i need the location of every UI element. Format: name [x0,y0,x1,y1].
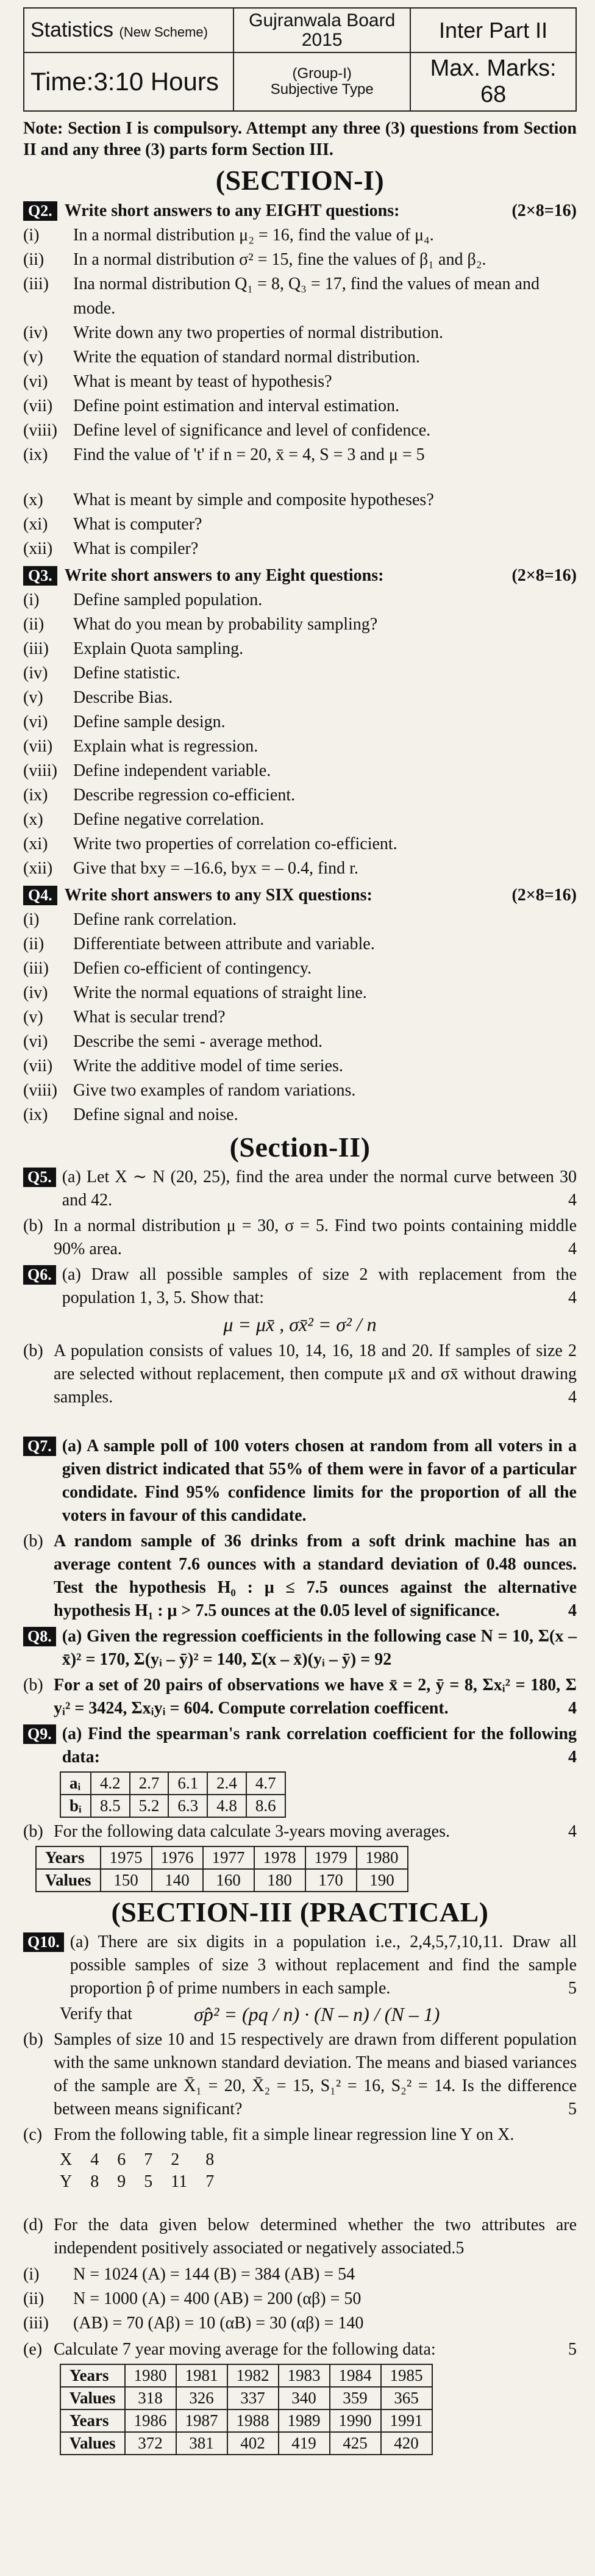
q2-item-text: Define level of significance and level of confidence. [73,421,431,440]
y-cell: 8 [90,2172,99,2191]
y-row [60,2171,232,2193]
ma-years-row [36,1846,408,1869]
q10-b [23,2028,577,2121]
q3-item-number: (i) [23,590,40,609]
x-cell: 8 [205,2150,215,2169]
ma7-value-cell: 318 [125,2387,176,2409]
q2-item [23,345,577,370]
q10-d-item [23,2311,577,2336]
q6-a [23,1263,577,1310]
time-cell: Time:3:10 Hours [24,52,233,111]
q5-b-label: (b) [23,1216,43,1235]
ma-value-cell: 140 [152,1869,203,1892]
q2-item-number: (vi) [23,372,48,391]
q10-e-text: Calculate 7 year moving average for the following data: [54,2340,436,2359]
x-label: X [60,2150,73,2169]
q3-item [23,588,577,612]
q2-item-text: Write the equation of standard normal distribution. [73,348,420,367]
q4-item-number: (viii) [23,1081,57,1100]
q2-title: Write short answers to any EIGHT questions: [64,201,400,220]
q3-item-number: (vi) [23,712,48,731]
q3-item-number: (ix) [23,786,48,805]
q10-d-text: For the data given below determined whether the two attributes are independent positively associated or negatively associated. [54,2215,577,2258]
q3-item [23,710,577,734]
q10-b-text: Samples of size 10 and 15 respectively are drawn from different population with the same unknown standard deviation. The means and biased variances of the sample are X̄₁ = 20, X̄₂ = 15, S₁² = 16, S₂² = 14. Is the difference between means significant? [54,2030,577,2119]
rank-row [60,1795,285,1817]
q2-list [23,223,577,561]
q10-c [23,2123,577,2147]
q3-item-number: (iv) [23,664,48,683]
q3-item-text: What do you mean by probability sampling? [73,615,378,634]
x-cell: 7 [144,2150,153,2169]
ma7-value-cell: 365 [381,2387,432,2409]
q4-item-text: Defien co-efficient of contingency. [73,959,312,978]
q2-item-number: (xii) [23,539,53,558]
q5-a [23,1166,577,1212]
q2-item [23,223,577,248]
q5-b [23,1214,577,1261]
q3-item [23,612,577,637]
q4-item-text: Write the additive model of time series. [73,1057,343,1075]
q3-item-number: (viii) [23,761,57,780]
ma-values-label: Values [36,1869,101,1892]
q4-item [23,956,577,981]
q10-a-marks: 5 [568,1979,577,1998]
q2-item [23,418,577,443]
q2-item-text: Define point estimation and interval estimation. [73,396,399,415]
q10-d-item-number: (iii) [23,2314,49,2333]
q6-a-marks: 4 [568,1288,577,1307]
q4-item-number: (iii) [23,959,49,978]
paper-type-cell [233,52,410,111]
q10-verify [23,2003,577,2026]
q4-item [23,908,577,932]
q2-item [23,512,577,537]
q10-a [23,1931,577,2000]
q4-number: Q4. [23,886,57,905]
y-cell: 9 [117,2172,126,2191]
paper-type: Subjective Type [270,81,374,98]
ma-year-cell: 1976 [152,1846,203,1869]
q2-heading [23,201,577,221]
q2-item [23,443,577,467]
q9-b [23,1820,577,1843]
q3-item-number: (x) [23,810,43,829]
rank-cell: 2.4 [207,1772,246,1795]
scheme: (New Scheme) [119,24,208,40]
q6-b [23,1340,577,1409]
moving-average-table [35,1846,408,1892]
ma7-values-row [60,2432,432,2455]
section-1-title: (SECTION-I) [215,165,385,196]
q4-item-number: (vi) [23,1032,48,1051]
rank-cell: 4.7 [246,1772,285,1795]
ma7-year-cell: 1986 [125,2409,176,2432]
ma7-value-cell: 402 [227,2432,279,2455]
q4-item-number: (ix) [23,1105,48,1124]
q3-item-text: Write two properties of correlation co-efficient. [73,834,397,853]
q3-title: Write short answers to any Eight questions: [64,566,384,585]
q3-item-text: Describe regression co-efficient. [73,786,296,805]
q3-list [23,588,577,881]
q2-item-text: What is meant by simple and composite hypotheses? [73,490,434,509]
q2-item-number: (xi) [23,515,48,534]
ma7-year-cell: 1981 [176,2364,227,2387]
ma7-value-cell: 420 [381,2432,432,2455]
q2-item [23,488,577,512]
q3-item [23,661,577,686]
rank-cell: 8.5 [91,1795,130,1817]
q2-gap [23,467,577,488]
q3-item [23,734,577,759]
q3-item-text: Define sampled population. [73,590,263,609]
subject-cell [24,8,233,52]
q8-a [23,1625,577,1671]
q4-marks: (2×8=16) [511,886,577,905]
ma-year-cell: 1975 [101,1846,152,1869]
marks-cell: Max. Marks: 68 [410,52,576,111]
q10-d-label: (d) [23,2215,43,2234]
q4-item-number: (iv) [23,983,48,1002]
q2-item-number: (iii) [23,274,49,293]
q3-item [23,686,577,710]
ma7-value-cell: 425 [330,2432,381,2455]
paper-header [23,7,577,112]
ma7-year-cell: 1980 [125,2364,176,2387]
q5-b-marks: 4 [568,1240,577,1258]
q3-item [23,783,577,808]
ma-values-row [36,1869,408,1892]
q9-number: Q9. [23,1724,56,1744]
q10-d-item [23,2287,577,2311]
ma-year-cell: 1980 [357,1846,408,1869]
q3-item-text: Explain what is regression. [73,737,258,756]
x-cell: 4 [90,2150,99,2169]
q2-item [23,248,577,272]
q4-item-text: What is secular trend? [73,1008,226,1027]
rank-cell: 2.7 [130,1772,169,1795]
ma7-year-cell: 1987 [176,2409,227,2432]
q3-item-text: Give that bxy = –16.6, byx = – 0.4, find r. [73,859,358,878]
ma-value-cell: 190 [357,1869,408,1892]
ma7-years-label: Years [60,2409,125,2432]
regression-xy-table [60,2149,232,2193]
q7-number: Q7. [23,1437,56,1456]
q3-item-text: Define sample design. [73,712,226,731]
ma7-year-cell: 1984 [330,2364,381,2387]
paper-group: (Group-I) [292,65,352,82]
q4-item-text: Give two examples of random variations. [73,1081,356,1100]
section-3-title: (SECTION-III (PRACTICAL) [111,1896,489,1928]
rank-cell: 4.8 [207,1795,246,1817]
q4-item-text: Define rank correlation. [73,910,237,929]
q2-item [23,321,577,345]
ma7-value-cell: 372 [125,2432,176,2455]
q2-item-number: (x) [23,490,43,509]
q4-heading [23,886,577,905]
q6-b-marks: 4 [568,1388,577,1407]
q6-b-label: (b) [23,1341,43,1360]
ma7-year-cell: 1990 [330,2409,381,2432]
y-cell: 11 [171,2172,188,2191]
q2-item-text: What is compiler? [73,539,199,558]
q3-item-number: (vii) [23,737,53,756]
ma7-year-cell: 1985 [381,2364,432,2387]
ma7-value-cell: 359 [330,2387,381,2409]
q2-number: Q2. [23,201,57,221]
ma7-years-label: Years [60,2364,125,2387]
ma7-value-cell: 326 [176,2387,227,2409]
ma-years-label: Years [36,1846,101,1869]
verify-label: Verify that [60,2004,132,2023]
q3-item [23,856,577,881]
subject-name: Statistics [30,18,114,41]
rank-cell: 8.6 [246,1795,285,1817]
q10-d-item-number: (ii) [23,2289,45,2308]
q7-b-text: A random sample of 36 drinks from a soft drink machine has an average content 7.6 ounces with a standard deviation of 0.48 ounces. Test the hypothesis H₀ : μ ≤ 7.5 ounces against the alternative hypothesis H₁ : μ > 7.5 ounces at the 0.05 level of significance. [54,1532,577,1620]
q10-d [23,2214,577,2260]
q4-item [23,1005,577,1030]
q2-item [23,537,577,561]
q2-item-number: (ii) [23,250,45,269]
rank-row-label: bᵢ [60,1795,91,1817]
x-row [60,2149,232,2171]
q2-marks: (2×8=16) [511,201,577,220]
q3-item-number: (ii) [23,615,45,634]
q3-marks: (2×8=16) [511,566,577,585]
rank-cell: 6.1 [168,1772,207,1795]
rank-cell: 4.2 [91,1772,130,1795]
q2-item-text: What is meant by teast of hypothesis? [73,372,332,391]
q10-d-item [23,2262,577,2287]
q10-a-text: (a) There are six digits in a population i.e., 2,4,5,7,10,11. Draw all possible samples of size 3 without replacement and find the sample proportion p̂ of prime numbers in each sample. [69,1932,577,1998]
q10-e-label: (e) [23,2340,43,2359]
rank-row [60,1772,285,1795]
q9-b-marks: 4 [568,1822,577,1841]
q7-a-text: (a) A sample poll of 100 voters chosen at random from all voters in a given district indicated that 55% of them were in favor of a particular condidate. Find 95% confidence limits for the proportion of all the voters in favour of this candidate. [62,1437,577,1525]
ma7-value-cell: 381 [176,2432,227,2455]
ma7-values-row [60,2387,432,2409]
q2-item-number: (ix) [23,445,48,464]
q2-item [23,272,577,321]
q8-b-label: (b) [23,1676,43,1695]
q3-heading [23,566,577,586]
ma-year-cell: 1977 [203,1846,254,1869]
q4-item-number: (v) [23,1008,43,1027]
q3-item-number: (xii) [23,859,53,878]
ma-year-cell: 1979 [305,1846,357,1869]
q3-item-text: Define negative correlation. [73,810,265,829]
q10-d-item-text: N = 1000 (A) = 400 (AB) = 200 (αβ) = 50 [73,2289,362,2308]
q9-b-label: (b) [23,1822,43,1841]
verify-formula: σp̂² = (pq / n) · (N – n) / (N – 1) [194,2003,440,2025]
y-cell: 5 [144,2172,153,2191]
q4-item-number: (ii) [23,935,45,953]
ma7-value-cell: 340 [279,2387,330,2409]
seven-year-table [60,2364,433,2455]
exam-year: 2015 [301,29,343,50]
q4-item-number: (vii) [23,1057,53,1075]
ma7-years-row [60,2364,432,2387]
q5-a-marks: 4 [568,1191,577,1210]
q4-item-text: Write the normal equations of straight line. [73,983,367,1002]
q3-item-text: Define statistic. [73,664,180,683]
q2-item-text: Find the value of 't' if n = 20, x̄ = 4, S = 3 and μ = 5 [73,445,425,464]
q4-item [23,932,577,956]
q8-b [23,1674,577,1720]
q7-b [23,1530,577,1623]
q2-item-number: (i) [23,226,40,245]
q3-item [23,832,577,856]
ma7-value-cell: 419 [279,2432,330,2455]
q10-e-marks: 5 [568,2340,577,2359]
q6-number: Q6. [23,1265,56,1285]
ma-value-cell: 150 [101,1869,152,1892]
q3-item [23,637,577,661]
q3-number: Q3. [23,566,57,586]
rank-row-label: aᵢ [60,1772,91,1795]
q10-d-marks: 5 [455,2239,465,2258]
ma-value-cell: 180 [254,1869,305,1892]
ma-value-cell: 170 [305,1869,357,1892]
ma7-values-label: Values [60,2432,125,2455]
q8-a-text: (a) Given the regression coefficients in the following case N = 10, Σ(x – x̄)² = 170, Σ(yᵢ – ȳ)² = 140, Σ(x – x̄)(yᵢ – ȳ) = 92 [62,1627,577,1669]
q4-item [23,1078,577,1103]
q2-item-text: Write down any two properties of normal distribution. [73,323,443,342]
q4-item [23,1103,577,1127]
q3-item-text: Explain Quota sampling. [73,639,244,658]
q8-number: Q8. [23,1627,56,1646]
q3-item [23,759,577,783]
q2-item [23,370,577,394]
q8-b-marks: 4 [568,1699,577,1718]
q4-item [23,1054,577,1078]
q4-list [23,908,577,1127]
ma7-value-cell: 337 [227,2387,279,2409]
y-cell: 7 [205,2172,215,2191]
class-cell: Inter Part II [410,8,576,52]
x-cell: 2 [171,2150,180,2169]
q10-d-item-text: (AB) = 70 (Aβ) = 10 (αB) = 30 (αβ) = 140 [73,2314,364,2333]
q3-item-text: Describe Bias. [73,688,173,707]
q7-a [23,1435,577,1527]
rank-cell: 6.3 [168,1795,207,1817]
ma-value-cell: 160 [203,1869,254,1892]
ma7-year-cell: 1991 [381,2409,432,2432]
q5-b-text: In a normal distribution μ = 30, σ = 5. Find two points containing middle 90% area. [54,1216,577,1258]
q10-e [23,2338,577,2361]
q9-b-text: For the following data calculate 3-years moving averages. [54,1822,450,1841]
q2-item-text: In a normal distribution σ² = 15, fine the values of β₁ and β₂. [73,250,486,269]
q8-b-text: For a set of 20 pairs of observations we have x̄ = 2, ȳ = 8, Σxᵢ² = 180, Σ yᵢ² = 3424, Σxᵢyᵢ = 604. Compute correlation coefficent. [54,1676,577,1718]
q9-a-marks: 4 [568,1748,577,1767]
board-name: Gujranwala Board [249,10,396,30]
q10-b-marks: 5 [568,2100,577,2119]
instructions-note: Note: Section I is compulsory. Attempt any three (3) questions from Section II and any three (3) parts form Section III. [23,119,577,159]
q7-b-label: (b) [23,1532,43,1551]
q2-item-number: (iv) [23,323,48,342]
q3-item-number: (xi) [23,834,48,853]
q7-b-marks: 4 [568,1601,577,1620]
q2-item-number: (vii) [23,396,53,415]
q3-item-number: (v) [23,688,43,707]
q9-a-text: (a) Find the spearman's rank correlation coefficient for the following data: [62,1724,577,1767]
q10-d-item-number: (i) [23,2265,40,2284]
q10-c-label: (c) [23,2125,43,2144]
q4-item-text: Describe the semi - average method. [73,1032,322,1051]
ma7-year-cell: 1983 [279,2364,330,2387]
q10-c-text: From the following table, fit a simple linear regression line Y on X. [54,2125,515,2144]
q10-d-item-text: N = 1024 (A) = 144 (B) = 384 (AB) = 54 [73,2265,355,2284]
q4-title: Write short answers to any SIX questions: [64,886,372,905]
ma7-year-cell: 1989 [279,2409,330,2432]
q2-item-text: In a normal distribution μ₂ = 16, find the value of μ₄. [73,226,434,245]
q4-item-text: Differentiate between attribute and variable. [73,935,375,953]
q2-item [23,394,577,418]
q3-item-text: Define independent variable. [73,761,271,780]
q2-item-text: What is computer? [73,515,202,534]
q9-a [23,1723,577,1769]
q3-item [23,808,577,832]
q4-item [23,981,577,1005]
board-cell [233,8,410,52]
q10-d-list [23,2262,577,2336]
q3-item-number: (iii) [23,639,49,658]
q6-b-text: A population consists of values 10, 14, 16, 18 and 20. If samples of size 2 are selected without replacement, then compute μx̄ and σx̄ without drawing samples. [54,1341,577,1407]
q4-item [23,1030,577,1054]
ma7-values-label: Values [60,2387,125,2409]
q10-b-label: (b) [23,2030,43,2049]
y-label: Y [60,2172,73,2191]
section-2-title: (Section-II) [229,1132,371,1163]
q5-a-text: (a) Let X ∼ N (20, 25), find the area under the normal curve between 30 and 42. [62,1168,577,1210]
q4-item-text: Define signal and noise. [73,1105,238,1124]
q2-item-number: (viii) [23,421,57,440]
rank-cell: 5.2 [130,1795,169,1817]
q6-a-text: (a) Draw all possible samples of size 2 with replacement from the population 1, 3, 5. Show that: [62,1265,577,1307]
q2-item-text: Ina normal distribution Q₁ = 8, Q₃ = 17, find the values of mean and mode. [73,274,540,318]
ma7-year-cell: 1988 [227,2409,279,2432]
q2-item-number: (v) [23,348,43,367]
q5-number: Q5. [23,1168,56,1187]
q10-number: Q10. [23,1932,64,1952]
ma7-year-cell: 1982 [227,2364,279,2387]
ma-year-cell: 1978 [254,1846,305,1869]
ma7-years-row [60,2409,432,2432]
x-cell: 6 [117,2150,126,2169]
q4-item-number: (i) [23,910,40,929]
q6-formula: μ = μx̄ , σx̄² = σ² / n [223,1313,377,1335]
rank-data-table [60,1771,286,1818]
